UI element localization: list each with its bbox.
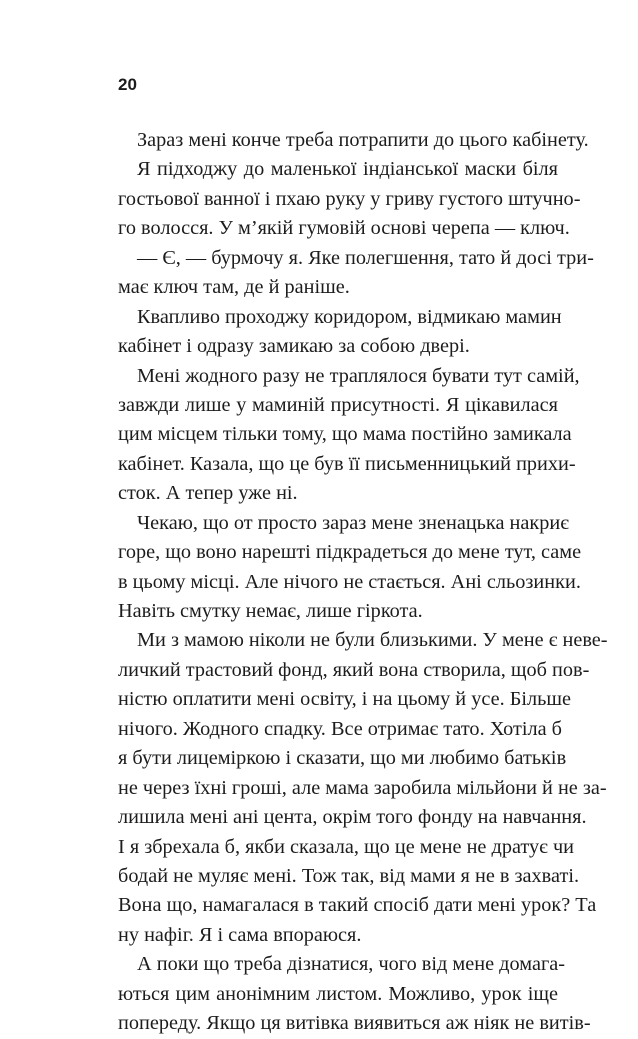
text-line: лишила мені ані цента, окрім того фонду на навчання. bbox=[118, 806, 587, 829]
paragraph bbox=[118, 509, 582, 627]
text-line: має ключ там, де й раніше. bbox=[118, 276, 350, 299]
paragraph bbox=[118, 126, 589, 155]
text-line: Чекаю, що от просто зараз мене зненацька накриє bbox=[137, 511, 569, 534]
text-line: Ми з мамою ніколи не були близькими. У мене є неве- bbox=[137, 629, 608, 652]
text-line: нічого. Жодного спадку. Все отримає тато. Хотіла б bbox=[118, 717, 562, 740]
text-line: Я підходжу до маленької індіанської маски біля bbox=[137, 158, 558, 181]
text-line: завжди лише у маминій присутності. Я цікавилася bbox=[118, 393, 558, 416]
paragraph bbox=[118, 950, 591, 1038]
paragraph bbox=[118, 244, 594, 303]
text-line: в цьому місці. Але нічого не стається. Ані сльозинки. bbox=[118, 570, 581, 593]
text-line: кабінет. Казала, що це був її письменницький прихи- bbox=[118, 452, 576, 475]
text-line: горе, що воно нарешті підкрадеться до мене тут, саме bbox=[118, 541, 582, 564]
text-line: А поки що треба дізнатися, чого від мене домага- bbox=[137, 953, 566, 976]
text-line: кабінет і одразу замикаю за собою двері. bbox=[118, 335, 470, 358]
text-line: сток. А тепер уже ні. bbox=[118, 482, 298, 505]
text-line: попереду. Якщо ця витівка виявиться аж ніяк не витів- bbox=[118, 1012, 591, 1035]
text-line: личкий трастовий фонд, який вона створила, щоб пов- bbox=[118, 658, 590, 681]
text-line: І я збрехала б, якби сказала, що це мене не дратує чи bbox=[118, 835, 575, 858]
text-line: ністю оплатити мені освіту, і на цьому й усе. Більше bbox=[118, 688, 572, 711]
text-line: не через їхні гроші, але мама заробила мільйони й не за- bbox=[118, 776, 607, 799]
text-line: гостьової ванної і пхаю руку у гриву густого штучно- bbox=[118, 187, 581, 210]
text-line: Мені жодного разу не траплялося бувати тут самій, bbox=[137, 364, 580, 387]
text-line: Квапливо проходжу коридором, відмикаю мамин bbox=[137, 305, 562, 328]
text-line: цим місцем тільки тому, що мама постійно замикала bbox=[118, 423, 572, 446]
body-text bbox=[118, 126, 608, 1039]
text-line: я бути лицеміркою і сказати, що ми любимо батьків bbox=[118, 747, 567, 770]
text-line: Вона що, намагалася в такий спосіб дати мені урок? Та bbox=[118, 894, 597, 917]
paragraph bbox=[118, 626, 608, 950]
text-line: бодай не муляє мені. Тож так, від мами я не в захваті. bbox=[118, 864, 580, 887]
text-line: Навіть смутку немає, лише гіркота. bbox=[118, 600, 423, 622]
text-line: ються цим анонімним листом. Можливо, урок іще bbox=[118, 982, 558, 1005]
text-line: — Є, — бурмочу я. Яке полегшення, тато й досі три- bbox=[137, 246, 594, 269]
paragraph bbox=[118, 155, 581, 243]
paragraph bbox=[118, 362, 580, 509]
page-number: 20 bbox=[118, 75, 137, 94]
text-line: ну нафіг. Я і сама впораюся. bbox=[118, 923, 362, 946]
text-line: го волосся. У м’якій гумовій основі черепа — ключ. bbox=[118, 217, 570, 240]
paragraph bbox=[118, 303, 562, 362]
text-line: Зараз мені конче треба потрапити до цього кабінету. bbox=[137, 129, 589, 151]
